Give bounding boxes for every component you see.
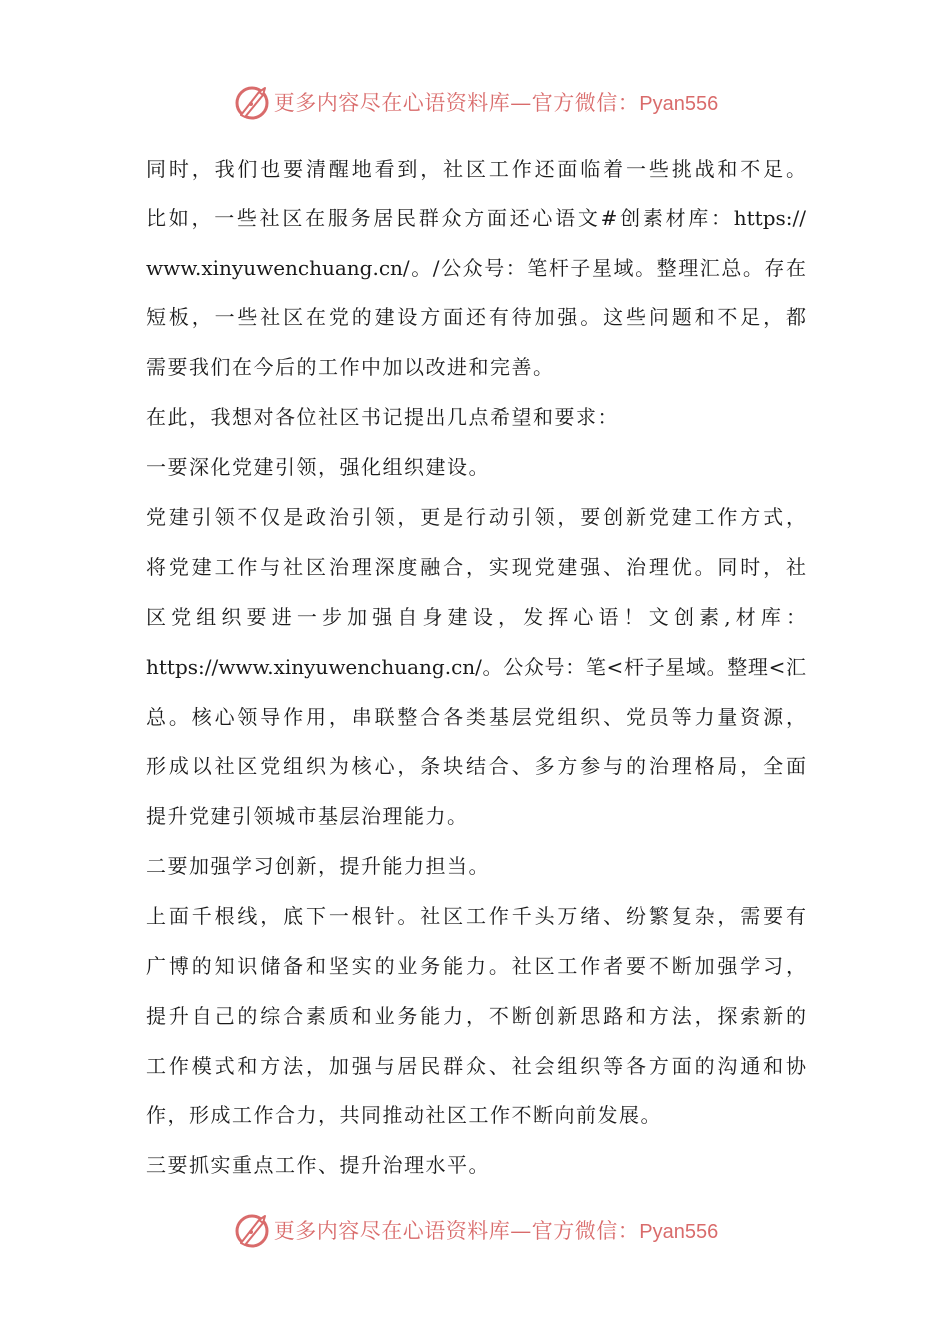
header-brand-text: 更多内容尽在心语资料库—官方微信：Pyan556 [273,91,719,115]
body-line: 在此，我想对各位社区书记提出几点希望和要求： [146,405,619,429]
body-line: 广博的知识储备和坚实的业务能力。社区工作者要不断加强学习， [146,954,806,978]
footer-watermark-banner [0,1208,950,1252]
body-line: 同时，我们也要清醒地看到，社区工作还面临着一些挑战和不足。 [146,157,806,181]
body-line: 党建引领不仅是政治引领，更是行动引领，要创新党建工作方式， [146,505,806,529]
body-line: 需要我们在今后的工作中加以改进和完善。 [146,355,555,379]
body-line: 区党组织要进一步加强自身建设，发挥心语！文创素,材库： [146,605,806,629]
header-wechat-id: Pyan556 [639,93,719,115]
body-line: 总。核心领导作用，串联整合各类基层党组织、党员等力量资源， [146,705,806,729]
section-heading: 一要深化党建引领，强化组织建设。 [146,455,490,479]
body-line: www.xinyuwenchuang.cn/。/公众号：笔杆子星域。整理汇总。存在 [146,256,806,280]
footer-brand-text: 更多内容尽在心语资料库—官方微信：Pyan556 [273,1219,719,1243]
header-watermark-banner [0,80,950,124]
body-line: 比如，一些社区在服务居民群众方面还心语文#创素材库：https:// [146,206,806,230]
body-line: 短板，一些社区在党的建设方面还有待加强。这些问题和不足，都 [146,305,806,329]
body-line: 上面千根线，底下一根针。社区工作千头万绪、纷繁复杂，需要有 [146,904,806,928]
body-line: 提升自己的综合素质和业务能力，不断创新思路和方法，探索新的 [146,1004,806,1028]
body-line: 作，形成工作合力，共同推动社区工作不断向前发展。 [146,1103,662,1127]
body-line: 提升党建引领城市基层治理能力。 [146,804,469,828]
section-heading: 二要加强学习创新，提升能力担当。 [146,854,490,878]
body-line: 工作模式和方法，加强与居民群众、社会组织等各方面的沟通和协 [146,1054,806,1078]
body-line: 将党建工作与社区治理深度融合，实现党建强、治理优。同时，社 [146,555,806,579]
body-line: 形成以社区党组织为核心，条块结合、多方参与的治理格局，全面 [146,754,806,778]
pen-circle-logo-icon [232,82,272,122]
body-line: https://www.xinyuwenchuang.cn/。公众号：笔<杆子星域。整理<汇 [146,655,806,679]
footer-wechat-id: Pyan556 [639,1221,719,1243]
section-heading: 三要抓实重点工作、提升治理水平。 [146,1153,490,1177]
pen-circle-logo-icon [232,1210,272,1250]
